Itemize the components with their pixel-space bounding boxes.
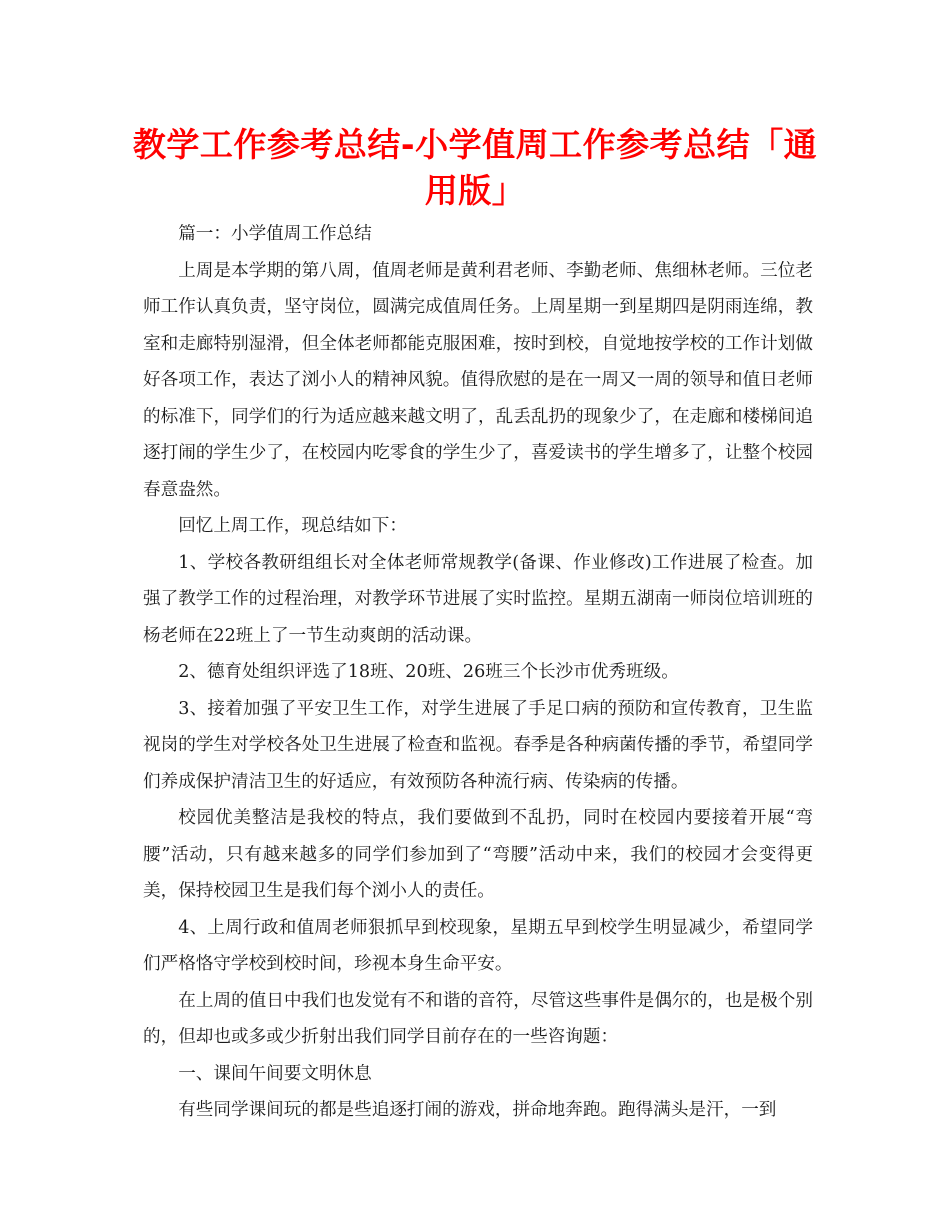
document-title: 教学工作参考总结-小学值周工作参考总结「通用版」 <box>132 125 818 210</box>
paragraph: 回忆上周工作，现总结如下： <box>178 516 407 536</box>
list-item: 1、学校各教研组组长对全体老师常规教学(备课、作业修改)工作进展了检查。加强了教学工作的过程治理，对教学环节进展了实时监控。星期五湖南一师岗位培训班的杨老师在22班上了一节生动爽朗的活动课。 <box>143 552 813 646</box>
subsection-heading: 一、课间午间要文明休息 <box>178 1063 372 1084</box>
paragraph: 有些同学课间玩的都是些追逐打闹的游戏，拼命地奔跑。跑得满头是汗，一到 <box>178 1100 777 1120</box>
list-item: 4、上周行政和值周老师狠抓早到校现象，星期五早到校学生明显减少，希望同学们严格恪守学校到校时间，珍视本身生命平安。 <box>143 917 813 974</box>
paragraph: 校园优美整洁是我校的特点，我们要做到不乱扔，同时在校园内要接着开展“弯腰”活动，只有越来越多的同学们参加到了“弯腰”活动中来，我们的校园才会变得更美，保持校园卫生是我们每个浏小人的责任。 <box>143 808 813 901</box>
list-item: 2、德育处组织评选了18班、20班、26班三个长沙市优秀班级。 <box>178 662 679 682</box>
paragraph: 在上周的值日中我们也发觉有不和谐的音符，尽管这些事件是偶尔的，也是极个别的，但却也或多或少折射出我们同学目前存在的一些咨询题： <box>143 990 813 1047</box>
section-heading: 篇一：小学值周工作总结 <box>178 224 372 244</box>
paragraph: 上周是本学期的第八周，值周老师是黄利君老师、李勤老师、焦细林老师。三位老师工作认真负责，坚守岗位，圆满完成值周任务。上周星期一到星期四是阴雨连绵，教室和走廊特别湿滑，但全体老师都能克服困难，按时到校，自觉地按学校的工作计划做好各项工作，表达了浏小人的精神风貌。值得欣慰的是在一周又一周的领导和值日老师的标准下，同学们的行为适应越来越文明了，乱丢乱扔的现象少了，在走廊和楼梯间追逐打闹的学生少了，在校园内吃零食的学生少了，喜爱读书的学生增多了，让整个校园春意盎然。 <box>143 260 813 500</box>
list-item: 3、接着加强了平安卫生工作，对学生进展了手足口病的预防和宣传教育，卫生监视岗的学生对学校各处卫生进展了检查和监视。春季是各种病菌传播的季节，希望同学们养成保护清洁卫生的好适应，有效预防各种流行病、传染病的传播。 <box>143 698 813 792</box>
document-body <box>143 216 813 1129</box>
